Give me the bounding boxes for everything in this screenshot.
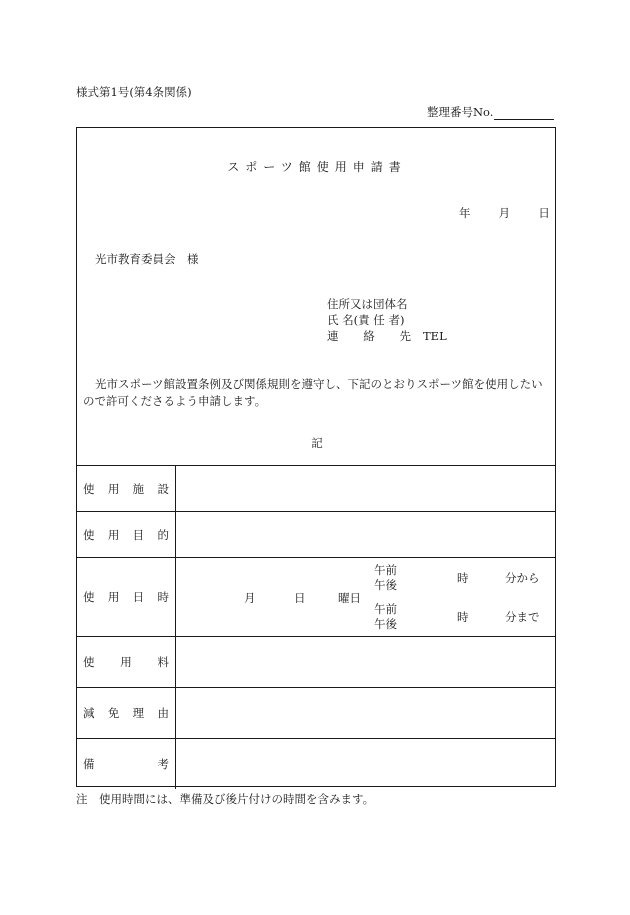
date-line bbox=[459, 205, 550, 221]
start-am: 午前 bbox=[374, 563, 397, 577]
end-am: 午前 bbox=[374, 602, 397, 616]
end-minute-until: 分まで bbox=[505, 610, 540, 624]
fee-label: 使 用 料 bbox=[83, 655, 169, 669]
application-form bbox=[76, 127, 556, 787]
remarks-field[interactable] bbox=[176, 739, 556, 789]
remarks-label: 備考 bbox=[83, 756, 169, 771]
start-minute-from: 分から bbox=[505, 571, 540, 585]
facility-row bbox=[77, 466, 555, 512]
purpose-field[interactable] bbox=[176, 512, 556, 558]
tel-label: TEL bbox=[423, 329, 447, 343]
form-code: 様式第1号(第4条関係) bbox=[76, 85, 192, 99]
start-hour: 時 bbox=[457, 571, 469, 585]
fee-row bbox=[77, 637, 555, 688]
datetime-label: 使用日時 bbox=[83, 590, 169, 604]
end-hour: 時 bbox=[457, 610, 469, 624]
end-pm: 午後 bbox=[374, 617, 397, 631]
date-month: 月 bbox=[498, 206, 511, 220]
purpose-row bbox=[77, 512, 555, 558]
usage-details-table bbox=[77, 465, 555, 789]
applicant-block bbox=[327, 296, 447, 344]
reference-number-label: 整理番号No. bbox=[427, 105, 494, 119]
application-statement: 光市スポーツ館設置条例及び関係規則を遵守し、下記のとおりスポーツ館を使用したいので許可くださるよう申請します。 bbox=[83, 377, 543, 408]
datetime-field[interactable] bbox=[176, 558, 556, 637]
purpose-label: 使用目的 bbox=[83, 527, 169, 542]
date-day: 日 bbox=[538, 206, 550, 220]
exemption-row bbox=[77, 688, 555, 739]
date-year: 年 bbox=[459, 206, 471, 220]
datetime-row bbox=[77, 558, 555, 637]
addressee: 光市教育委員会 様 bbox=[95, 252, 199, 266]
facility-label: 使用施設 bbox=[83, 481, 169, 496]
form-title: スポーツ館使用申請書 bbox=[227, 160, 407, 174]
footnote: 注 使用時間には、準備及び後片付けの時間を含みます。 bbox=[76, 792, 375, 806]
datetime-month: 月 bbox=[244, 591, 256, 605]
reference-number bbox=[427, 104, 554, 120]
start-pm: 午後 bbox=[374, 578, 397, 592]
datetime-day: 日 bbox=[294, 591, 306, 605]
exemption-label: 減免理由 bbox=[83, 706, 169, 720]
facility-field[interactable] bbox=[176, 466, 556, 512]
contact-row bbox=[327, 328, 447, 344]
fee-field[interactable] bbox=[176, 637, 556, 688]
reference-number-field[interactable] bbox=[494, 107, 554, 120]
exemption-field[interactable] bbox=[176, 688, 556, 739]
address-label: 住所又は団体名 bbox=[327, 297, 408, 311]
contact-label: 連絡先 bbox=[327, 329, 411, 343]
remarks-row bbox=[77, 739, 555, 789]
ki-heading: 記 bbox=[311, 436, 323, 450]
name-label: 氏 名(責 任 者) bbox=[327, 313, 405, 327]
datetime-weekday: 曜日 bbox=[338, 591, 361, 605]
